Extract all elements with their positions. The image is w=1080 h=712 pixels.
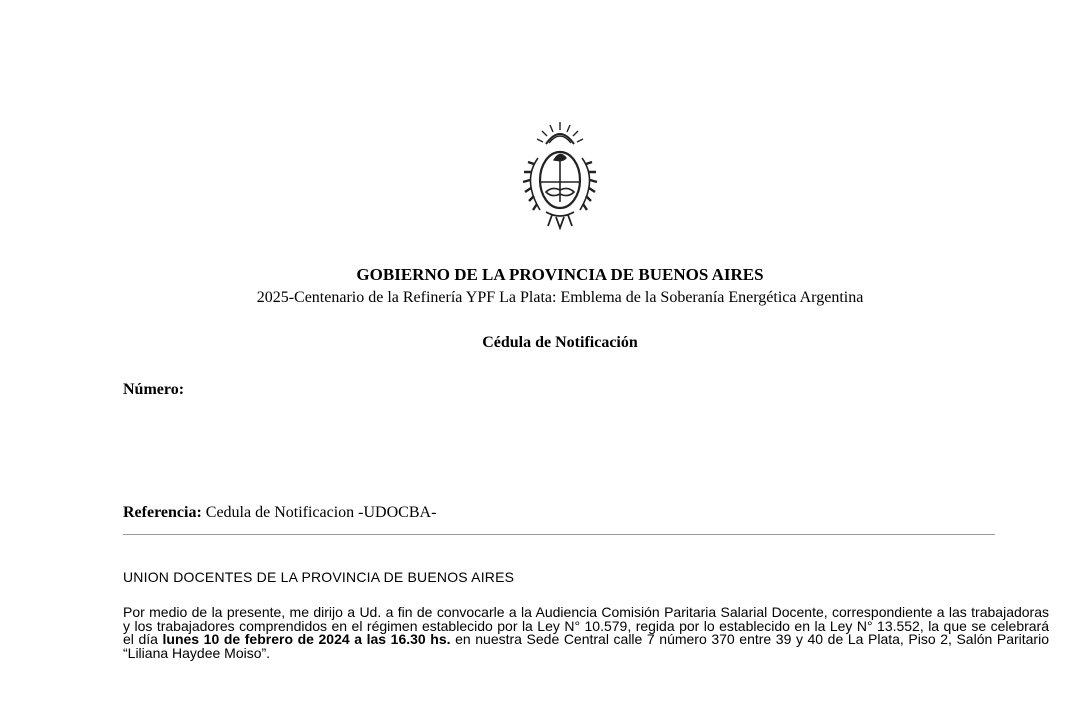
body-text-part1: Por medio de la presente, me dirijo a Ud. a fin de convocarle a la Audiencia Comisión Paritaria Salarial Docente, correspondiente a las trabajadoras y los trabajadores comprendidos en el régimen establecido por la Ley N° 10.579, regida por lo establecido en la Ley N° 13.552, la que se celebrará el día <box>123 604 1049 647</box>
numero-label: Número: <box>123 381 185 398</box>
referencia-label: Referencia: <box>123 504 202 521</box>
body-paragraph <box>123 606 1049 660</box>
referencia-value: Cedula de Notificacion -UDOCBA- <box>201 504 437 521</box>
referencia-line <box>123 504 436 522</box>
recipient-name: UNION DOCENTES DE LA PROVINCIA DE BUENOS AIRES <box>123 569 515 585</box>
document-type-title: Cédula de Notificación <box>482 334 638 351</box>
horizontal-divider <box>123 534 995 535</box>
header-subtitle: 2025-Centenario de la Refinería YPF La Plata: Emblema de la Soberanía Energética Argentina <box>256 289 864 306</box>
body-date-bold: lunes 10 de febrero de 2024 a las 16.30 hs. <box>162 631 451 647</box>
government-title: GOBIERNO DE LA PROVINCIA DE BUENOS AIRES <box>356 265 764 284</box>
coat-of-arms-emblem-icon <box>516 118 604 234</box>
body-text-part2: en nuestra Sede Central calle 7 número 370 entre 39 y 40 de La Plata, Piso 2, Salón Paritario “Liliana Haydee Moiso”. <box>123 631 1049 661</box>
